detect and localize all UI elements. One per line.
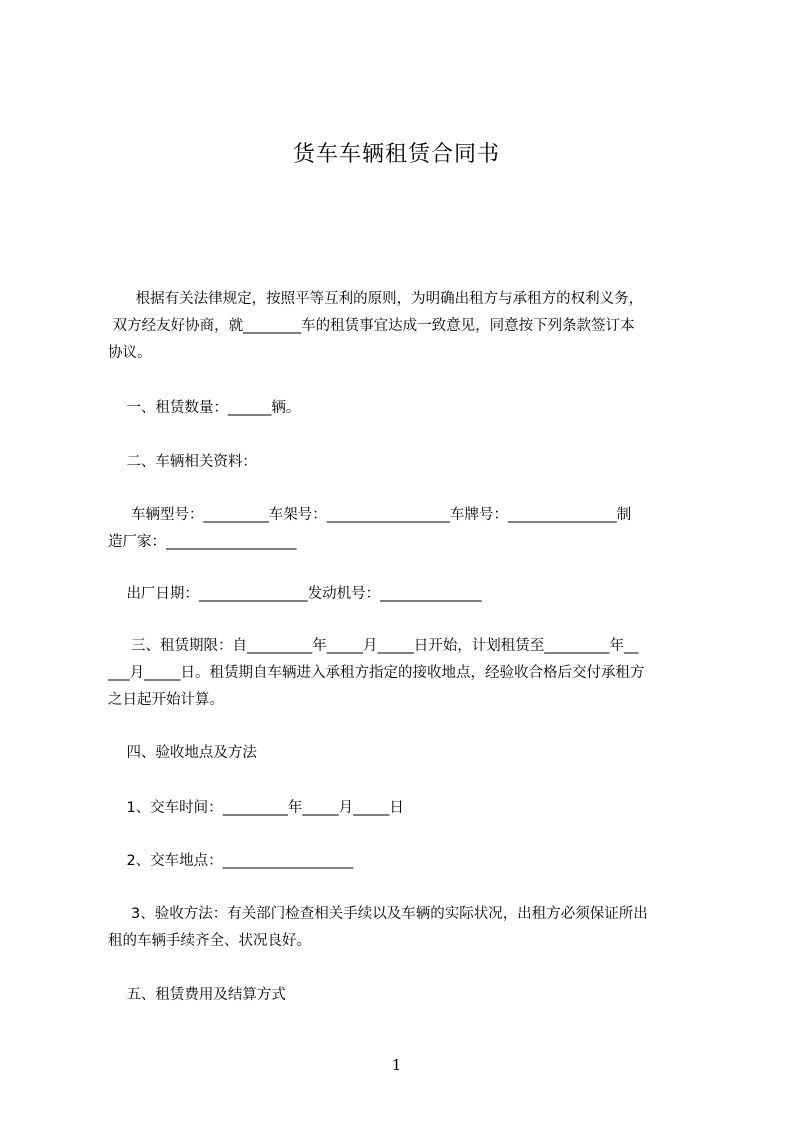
clause-1-quantity: 一、租赁数量：______辆。 [108,400,301,416]
acceptance-method-paragraph: 3、验收方法：有关部门检查相关手续以及车辆的实际状况，出租方必须保证所出 租的车辆手续齐全、状况良好。 [108,906,648,949]
preamble-paragraph: 根据有关法律规定，按照平等互利的原则，为明确出租方与承租方的权利义务， 双方经友好协商，就________车的租赁事宜达成一致意见，同意按下列条款签订本 协议。 [108,291,644,361]
delivery-time-paragraph: 1、交车时间：_________年_____月_____日 [108,800,404,816]
manufacture-date-paragraph: 出厂日期：_______________发动机号：______________ [108,586,482,602]
clause-5-fees: 五、租赁费用及结算方式 [108,987,286,1003]
vehicle-details-paragraph: 车辆型号：_________车架号：_________________车牌号：_______________制 造厂家：__________________ [108,507,632,550]
clause-2-vehicle-info: 二、车辆相关资料： [108,454,257,470]
page-number: 1 [391,1056,402,1074]
document-title: 货车车辆租赁合同书 [292,142,500,167]
clause-4-acceptance: 四、验收地点及方法 [108,745,257,761]
clause-3-lease-term: 三、租赁期限：自_________年_____月_____日开始，计划租赁至_________年__ ___月_____日。租赁期自车辆进入承租方指定的接收地点，经验收合格后交付承租方 之日起开始计算。 [108,638,645,708]
delivery-location-paragraph: 2、交车地点：__________________ [108,853,354,869]
